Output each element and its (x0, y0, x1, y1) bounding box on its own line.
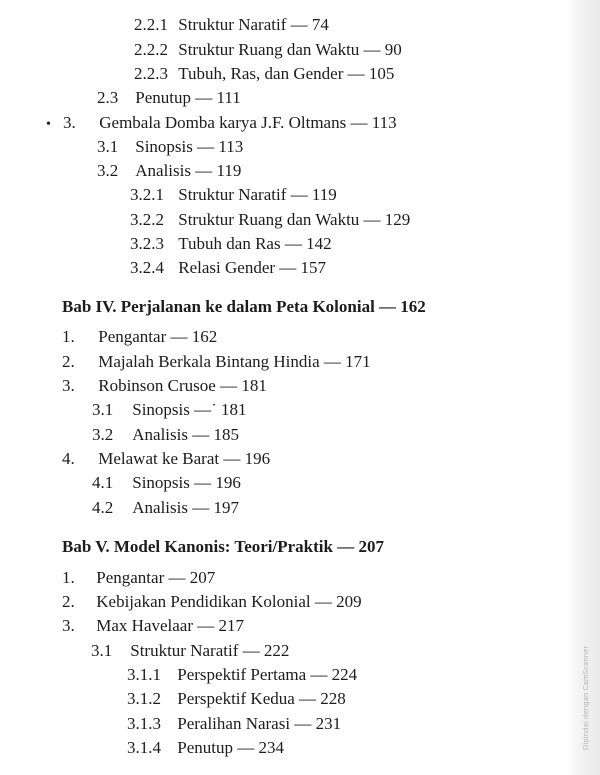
toc-entry-number: 2.2.3 (134, 64, 168, 83)
toc-entry (127, 738, 284, 758)
toc-entry (63, 113, 397, 133)
toc-entry-text: Kebijakan Pendidikan Kolonial — 209 (96, 592, 362, 611)
toc-entry-text: Sinopsis —˙ 181 (132, 400, 247, 419)
chapter-heading: Bab V. Model Kanonis: Teori/Praktik — 207 (62, 537, 384, 556)
toc-entry-number: 3. (62, 616, 75, 635)
toc-entry-text: Perspektif Pertama — 224 (177, 665, 358, 684)
toc-entry (62, 376, 267, 396)
toc-entry-number: 3.1.2 (127, 689, 161, 708)
toc-entry (62, 449, 270, 469)
toc-entry-number: 3.1 (92, 400, 114, 419)
toc-entry-number: 3.2 (92, 425, 114, 444)
toc-entry (134, 15, 329, 35)
toc-entry-text: Sinopsis — 196 (132, 473, 241, 492)
toc-entry-text: Analisis — 119 (135, 161, 242, 180)
toc-entry (92, 400, 247, 420)
toc-entry (62, 592, 362, 612)
chapter-heading: Bab IV. Perjalanan ke dalam Peta Kolonial — 162 (62, 297, 426, 316)
toc-entry (92, 425, 239, 445)
toc-entry-number: 3.1.1 (127, 665, 161, 684)
toc-entry-number: 3. (62, 376, 75, 395)
toc-entry-text: Peralihan Narasi — 231 (177, 714, 342, 733)
toc-entry-number: 4.2 (92, 498, 114, 517)
toc-entry (62, 616, 244, 636)
toc-entry-number: 3.1.3 (127, 714, 161, 733)
toc-entry (62, 327, 217, 347)
toc-entry (62, 568, 215, 588)
toc-entry (130, 258, 326, 278)
toc-entry (130, 234, 332, 254)
toc-entry (134, 40, 402, 60)
toc-entry-text: Robinson Crusoe — 181 (98, 376, 267, 395)
toc-entry (130, 210, 410, 230)
toc-entry (127, 714, 341, 734)
toc-entry-number: 2.3 (97, 88, 119, 107)
stray-mark: • (46, 117, 51, 132)
toc-entry-number: 1. (62, 327, 75, 346)
toc-entry (92, 498, 239, 518)
toc-entry-text: Analisis — 185 (132, 425, 239, 444)
scanner-watermark: Dipindai dengan CamScanner (582, 645, 590, 750)
toc-entry (92, 473, 241, 493)
toc-entry-text: Analisis — 197 (132, 498, 239, 517)
toc-entry-text: Struktur Ruang dan Waktu — 90 (178, 40, 402, 59)
toc-entry-number: 2.2.2 (134, 40, 168, 59)
toc-entry-number: 4. (62, 449, 75, 468)
toc-entry-text: Pengantar — 207 (96, 568, 216, 587)
toc-entry-text: Max Havelaar — 217 (96, 616, 245, 635)
toc-entry (97, 137, 243, 157)
toc-entry (127, 665, 357, 685)
toc-entry-text: Penutup — 234 (177, 738, 284, 757)
toc-entry-number: 3.2 (97, 161, 119, 180)
toc-entry-number: 2.2.1 (134, 15, 168, 34)
toc-entry-number: 2. (62, 352, 75, 371)
toc-entry-number: 2. (62, 592, 75, 611)
toc-entry-text: Struktur Naratif — 119 (178, 185, 337, 204)
toc-entry-text: Struktur Ruang dan Waktu — 129 (178, 210, 411, 229)
toc-entry-text: Relasi Gender — 157 (178, 258, 327, 277)
toc-entry-text: Struktur Naratif — 222 (130, 641, 290, 660)
toc-entry-text: Struktur Naratif — 74 (178, 15, 329, 34)
toc-entry-number: 3. (63, 113, 76, 132)
toc-entry (134, 64, 394, 84)
toc-entry (91, 641, 289, 661)
toc-entry (127, 689, 346, 709)
toc-entry-text: Melawat ke Barat — 196 (98, 449, 271, 468)
toc-entry-text: Perspektif Kedua — 228 (177, 689, 346, 708)
toc-entry-number: 3.2.1 (130, 185, 164, 204)
toc-entry-number: 4.1 (92, 473, 114, 492)
toc-entry-text: Tubuh dan Ras — 142 (178, 234, 332, 253)
toc-entry-text: Penutup — 111 (135, 88, 241, 107)
toc-entry-number: 3.1 (97, 137, 119, 156)
toc-entry-text: Pengantar — 162 (98, 327, 218, 346)
toc-entry-number: 3.1 (91, 641, 113, 660)
toc-entry-text: Gembala Domba karya J.F. Oltmans — 113 (99, 113, 397, 132)
toc-entry-text: Tubuh, Ras, dan Gender — 105 (178, 64, 395, 83)
toc-entry-number: 3.2.2 (130, 210, 164, 229)
toc-entry (130, 185, 337, 205)
toc-entry-number: 1. (62, 568, 75, 587)
toc-entry (97, 161, 241, 181)
toc-entry-number: 3.2.4 (130, 258, 164, 277)
toc-entry (97, 88, 241, 108)
toc-entry-text: Majalah Berkala Bintang Hindia — 171 (98, 352, 371, 371)
toc-entry-number: 3.2.3 (130, 234, 164, 253)
toc-entry (62, 352, 371, 372)
toc-entry-number: 3.1.4 (127, 738, 161, 757)
toc-entry-text: Sinopsis — 113 (135, 137, 244, 156)
